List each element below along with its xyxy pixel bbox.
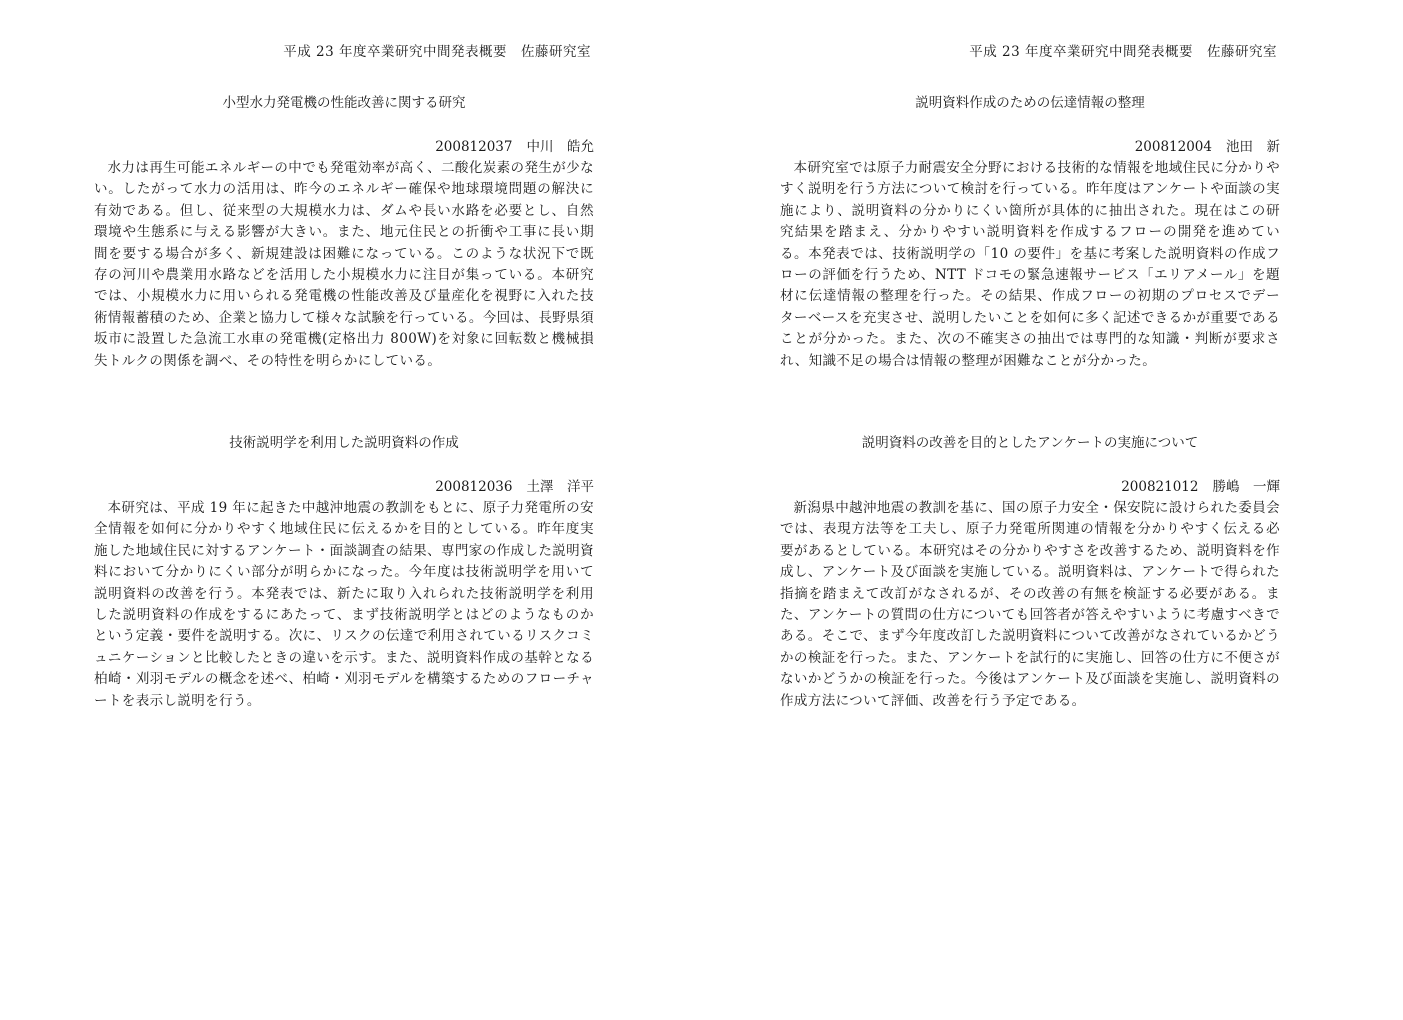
abstract-body: 本研究は、平成 19 年に起きた中越沖地震の教訓をもとに、原子力発電所の安全情報を如何に分かりやすく地域住民に伝えるかを目的としている。昨年度実施した地域住民に対するアンケート・面談調査の結果、専門家の作成した説明資料において分かりにくい部分が明らかになった。今年度は技術説明学を用いて説明資料の改善を行う。本発表では、新たに取り入れられた技術説明学を利用した説明資料の作成をするにあたって、まず技術説明学とはどのようなものかという定義・要件を説明する。次に、リスクの伝達で利用されているリスクコミュニケーションと比較したときの違いを示す。また、説明資料作成の基幹となる柏崎・刈羽モデルの概念を述べ、柏崎・刈羽モデルを構築するためのフローチャートを表示し説明を行う。 [94, 500, 594, 709]
author-name: 土澤 洋平 [526, 479, 594, 495]
abstract-hydro-generator [94, 94, 594, 372]
student-id: 200812036 [435, 479, 513, 495]
abstract-body: 本研究室では原子力耐震安全分野における技術的な情報を地域住民に分かりやすく説明を行う方法について検討を行っている。昨年度はアンケートや面談の実施により、説明資料の分かりにくい箇所が具体的に抽出された。現在はこの研究結果を踏まえ、分かりやすい説明資料を作成するフローの開発を進めている。本発表では、技術説明学の「10 の要件」を基に考案した説明資料の作成フローの評価を行うため、NTT ドコモの緊急速報サービス「エリアメール」を題材に伝達情報の整理を行った。その結果、作成フローの初期のプロセスでデーターベースを充実させ、説明したいことを如何に多く記述できるかが重要であることが分かった。また、次の不確実さの抽出では専門的な知識・判断が要求され、知識不足の場合は情報の整理が困難なことが分かった。 [780, 160, 1280, 369]
running-header: 平成 23 年度卒業研究中間発表概要 佐藤研究室 [969, 44, 1277, 60]
abstract-body: 新潟県中越沖地震の教訓を基に、国の原子力安全・保安院に設けられた委員会では、表現方法等を工夫し、原子力発電所関連の情報を分かりやすく伝える必要があるとしている。本研究はその分かりやすさを改善するため、説明資料を作成し、アンケート及び面談を実施している。説明資料は、アンケートで得られた指摘を踏まえて改訂がなされるが、その改善の有無を検証する必要がある。また、アンケートの質問の仕方についても回答者が答えやすいように考慮すべきである。そこで、まず今年度改訂した説明資料について改善がなされているかどうかの検証を行った。また、アンケートを試行的に実施し、回答の仕方に不便さがないかどうかの検証を行った。今後はアンケート及び面談を実施し、説明資料の作成方法について評価、改善を行う予定である。 [780, 500, 1280, 709]
abstract-title: 説明資料の改善を目的としたアンケートの実施について [861, 435, 1199, 451]
abstract-title: 技術説明学を利用した説明資料の作成 [229, 435, 459, 451]
author-line [780, 478, 1280, 496]
student-id: 200812037 [435, 139, 513, 155]
author-name: 勝嶋 一輝 [1212, 479, 1280, 495]
author-name: 池田 新 [1226, 139, 1280, 155]
author-name: 中川 皓允 [526, 139, 594, 155]
author-line [780, 138, 1280, 156]
abstract-title: 説明資料作成のための伝達情報の整理 [915, 95, 1145, 111]
running-header: 平成 23 年度卒業研究中間発表概要 佐藤研究室 [283, 44, 591, 60]
author-line [94, 478, 594, 496]
student-id: 200812004 [1134, 139, 1212, 155]
abstract-body: 水力は再生可能エネルギーの中でも発電効率が高く、二酸化炭素の発生が少ない。したがって水力の活用は、昨今のエネルギー確保や地球環境問題の解決に有効である。但し、従来型の大規模水力は、ダムや長い水路を必要とし、自然環境や生態系に与える影響が大きい。また、地元住民との折衝や工事に長い期間を要する場合が多く、新規建設は困難になっている。このような状況下で既存の河川や農業用水路などを活用した小規模水力に注目が集っている。本研究では、小規模水力に用いられる発電機の性能改善及び量産化を視野に入れた技術情報蓄積のため、企業と協力して様々な試験を行っている。今回は、長野県須坂市に設置した急流工水車の発電機(定格出力 800W)を対象に回転数と機械損失トルクの関係を調べ、その特性を明らかにしている。 [94, 160, 594, 369]
abstract-technical-explanation [94, 434, 594, 712]
abstract-information-organization [780, 94, 1280, 372]
right-page [702, 0, 1403, 1020]
abstract-title: 小型水力発電機の性能改善に関する研究 [222, 95, 466, 111]
student-id: 200821012 [1121, 479, 1199, 495]
left-page [0, 0, 701, 1020]
abstract-questionnaire [780, 434, 1280, 712]
author-line [94, 138, 594, 156]
